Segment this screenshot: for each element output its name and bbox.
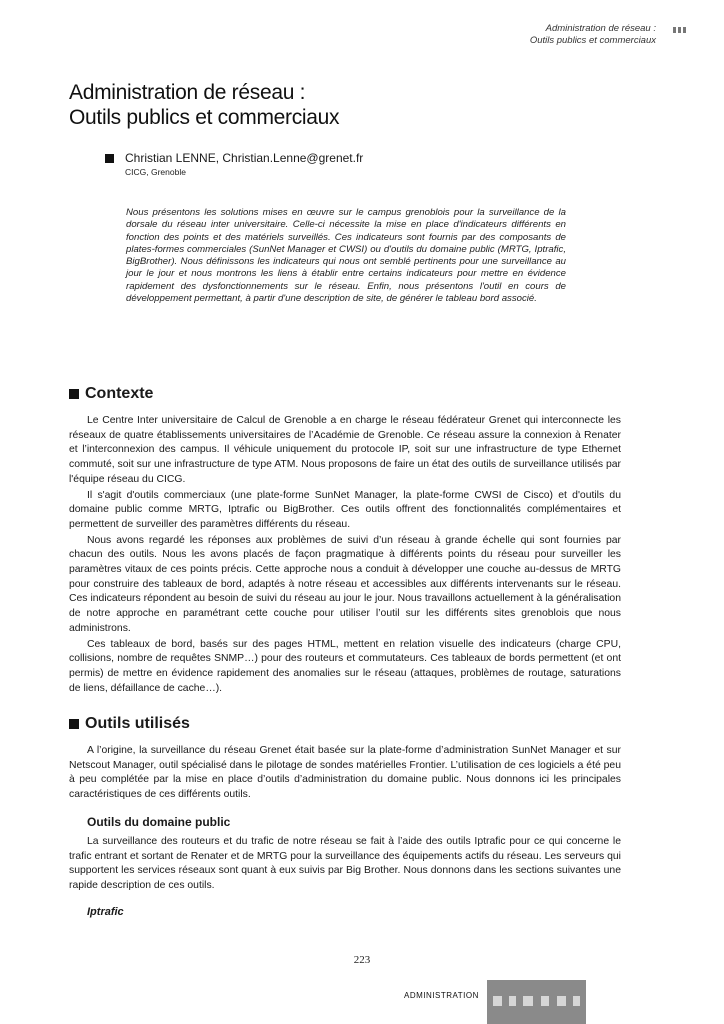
paper-title [69, 80, 629, 130]
square-bullet-icon [105, 154, 114, 163]
paragraph: A l’origine, la surveillance du réseau Grenet était basée sur la plate-forme d’administration SunNet Manager et sur Netscout Manager, outil spécialisé dans le pilotage de sondes matérielles Frontier. L’utilisation de ces logiciels a été peu à peu complétée par la mise en place d’outils d’administration du domaine public. Nous donnons ici les principales caractéristiques de ces différents outils. [69, 745, 621, 801]
author-block [105, 151, 605, 178]
paragraph: Ces tableaux de bord, basés sur des pages HTML, mettent en relation visuelle des indicateurs (charge CPU, collisions, nombre de requêtes SNMP…) pour des routeurs et commutateurs. Ces tableaux de bords permettent (et ont permis) de mettre en évidence rapidement des anomalies sur le réseau (attaques, problèmes de routage, saturations de liens, défaillance de cache…). [69, 638, 621, 694]
section-heading-text: Outils utilisés [85, 715, 190, 732]
author-name: Christian LENNE, Christian.Lenne@grenet.fr [125, 151, 364, 165]
running-head-line2: Outils publics et commerciaux [529, 35, 656, 46]
page-number: 223 [353, 954, 371, 966]
paper-title-line1: Administration de réseau : [69, 81, 306, 104]
section-heading-contexte [69, 384, 153, 404]
square-bullet-icon [69, 389, 79, 399]
paragraph: La surveillance des routeurs et du trafic de notre réseau se fait à l’aide des outils Iptrafic pour ce qui concerne le trafic entrant et sortant de Renater et de MRTG pour la surveillance des équipements actifs du réseau. Les serveurs qui supportent les services réseaux sont quant à eux suivis par Big Brother. Nous donnons dans les sections suivantes une rapide description de ces outils. [69, 836, 621, 892]
subsection-body [69, 835, 621, 895]
footer-label: ADMINISTRATION [404, 991, 479, 1000]
subsection-heading: Outils du domaine public [87, 815, 231, 829]
paragraph: Il s'agit d'outils commerciaux (une plate-forme SunNet Manager, la plate-forme CWSI de Cisco) et d'outils du domaine public comme MRTG, Iptrafic ou BigBrother. Ces outils offrent des fonctionnalités complémentaires et permettent de surveiller des paramètres différents du réseau. [69, 489, 621, 530]
running-head-line1: Administration de réseau : [545, 23, 656, 34]
paragraph: Nous avons regardé les réponses aux problèmes de suivi d’un réseau à grande échelle qui sont fournies par chacun des outils. Nous les avons placés de façon pragmatique à différents points du réseau pour surveiller les paramètres vitaux de ces points précis. Cette approche nous a conduit à développer une couche au-dessus de MRTG pour construire des tableaux de bord, adaptés à notre réseau et accessibles aux différents intervenants sur le réseau. Ces indicateurs répondent au besoin de suivi du réseau au jour le jour. Nous travaillons actuellement à la généralisation de notre approche en paramétrant cette couche pour utiliser l’outil sur les différents sites grenoblois que nous administrons. [69, 534, 621, 634]
running-head-marker-icon [673, 27, 686, 33]
abstract [126, 207, 566, 305]
abstract-text: Nous présentons les solutions mises en œuvre sur le campus grenoblois pour la surveillance de la dorsale du réseau inter universitaire. Celle-ci nécessite la mise en place d'indicateurs différents en fonction des points et des matériels surveillés. Ces indicateurs sont fournis par des composants de plates-formes commerciales (SunNet Manager et CWSI) ou d'outils du domaine public (MRTG, Iptrafic, BigBrother). Nous définissons les indicateurs qui nous ont semblé pertinents pour une surveillance au jour le jour et nous montrons les liens à établir entre certains indicateurs pour mettre en évidence rapidement des dysfonctionnements sur le réseau. Enfin, nous présentons l'outil en cours de développement permettant, à partir d'une description de site, de générer le tableau bord associé. [126, 207, 566, 305]
section-heading-outils [69, 714, 190, 734]
running-head [356, 23, 656, 47]
subsubsection-heading: Iptrafic [87, 906, 124, 918]
author-affiliation: CICG, Grenoble [125, 167, 186, 177]
author-line [105, 151, 605, 165]
paper-title-line2: Outils publics et commerciaux [69, 106, 340, 129]
paragraph: Le Centre Inter universitaire de Calcul de Grenoble a en charge le réseau fédérateur Grenet qui interconnecte les réseaux de quatre établissements universitaires de l’Académie de Grenoble. Ce réseau assure la connexion à Renater et l’interconnexion des campus. Il véhicule uniquement du protocole IP, soit sur une infrastructure de type Ethernet commuté, soit sur une infrastructure de type ATM. Nous proposons de faire un état des outils de surveillance utilisés par l'équipe réseau du CICG. [69, 415, 621, 485]
section-body-outils [69, 744, 621, 804]
footer-logo-strip [487, 980, 586, 1024]
square-bullet-icon [69, 719, 79, 729]
section-body-contexte [69, 414, 621, 697]
section-heading-text: Contexte [85, 385, 154, 402]
